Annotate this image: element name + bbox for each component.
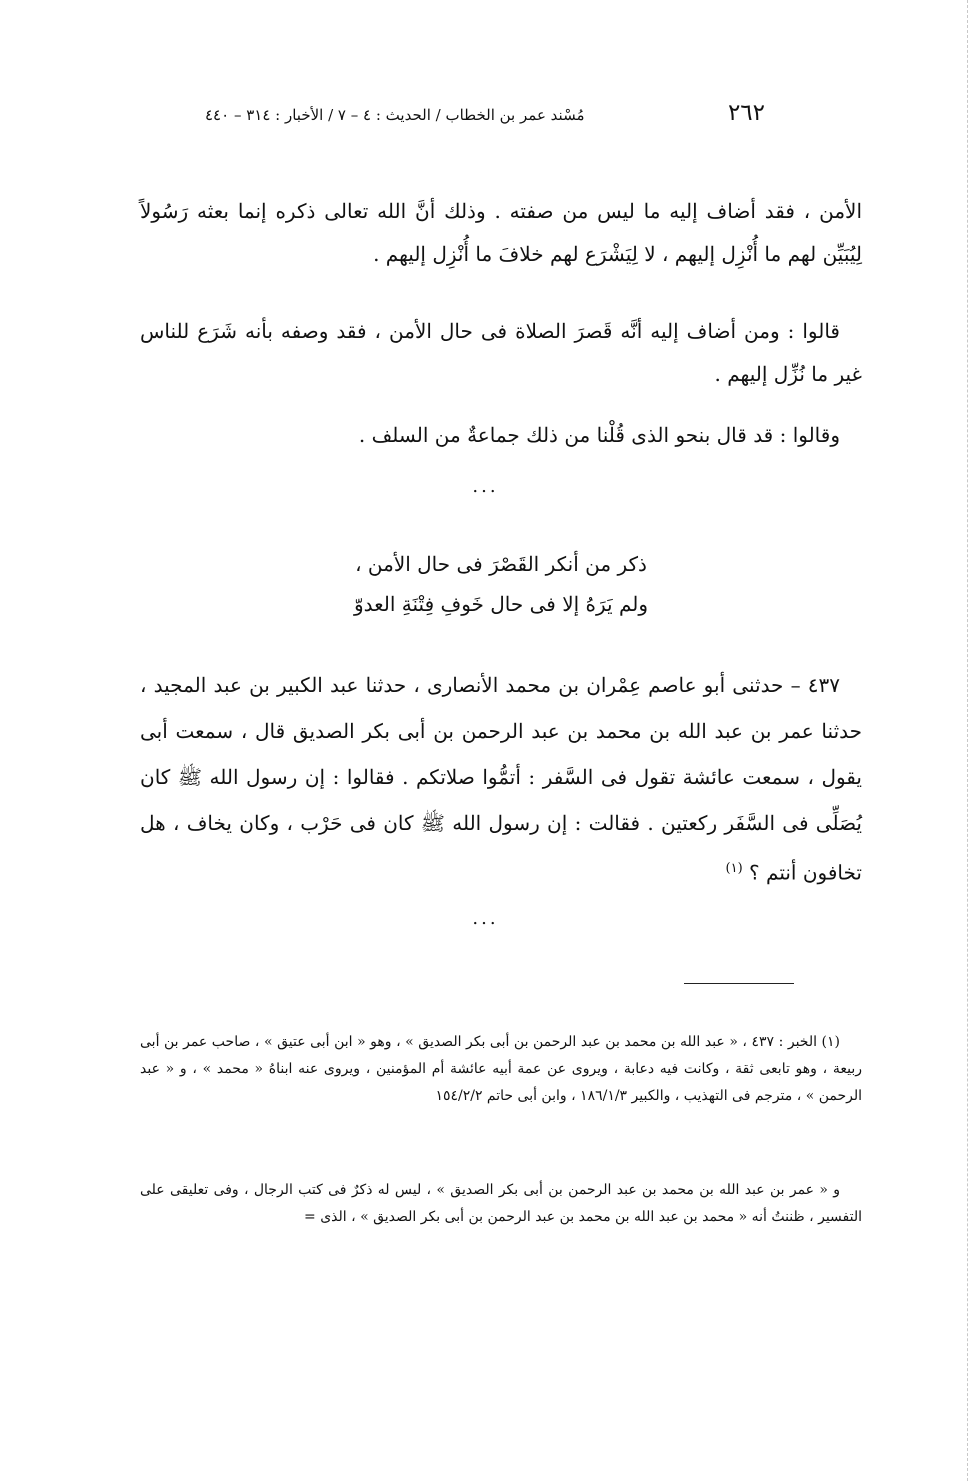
- footnote-marker: (١): [725, 861, 743, 876]
- footnote-divider: [684, 983, 794, 984]
- page-number: ٢٦٢: [727, 100, 765, 126]
- section-separator: ...: [472, 908, 499, 929]
- footnote-2: و « عمر بن عبد الله بن محمد بن عبد الرحمن بن أبى بكر الصديق » ، ليس له ذكرٌ فى كتب الرجال ، وفى تعليقى على التفسير ، ظننتُ أنه « محمد بن عبد الله بن محمد بن عبد الرحمن بن أبى بكر الصديق » ، الذى =: [140, 1182, 862, 1225]
- hadith-437: [140, 662, 862, 896]
- section-heading-line-1: ذكر من أنكر القَصْرَ فى حال الأمن ،: [355, 552, 647, 576]
- footnote-1: (١) الخبر : ٤٣٧ ، « عبد الله بن محمد بن عبد الرحمن بن أبى بكر الصديق » ، وهو « ابن أبى عتيق » ، صاحب عمر بن أبى ربيعة ، وهو تابعى ثقة ، وكانت فيه دعابة ، ويروى عن عمة أبيه عائشة أم المؤمنين ، ويروى عنه ابناهُ « محمد » ، و « عبد الرحمن » ، مترجم فى التهذيب ، والكبير ١٨٦/١/٣ ، وابن أبى حاتم ١٥٤/٢/٢: [140, 1034, 862, 1104]
- paragraph-2: قالوا : ومن أضاف إليه أنَّه قَصرَ الصلاة فى حال الأمن ، فقد وصفه بأنه شَرَع للناس غير ما نُزِّل إليهم .: [140, 319, 862, 386]
- hadith-text: ٤٣٧ – حدثنى أبو عاصم عِمْران بن محمد الأنصارى ، حدثنا عبد الكبير بن عبد المجيد ، حدثنا عمر بن عبد الله بن محمد بن عبد الرحمن بن أبى بكر الصديق قال ، سمعت أبى يقول ، سمعت عائشة تقول فى السَّفر : أتمُّوا صلاتكم . فقالوا : إن رسول الله ﷺ كان يُصَلِّى فى السَّفَر ركعتين . فقالت : إن رسول الله ﷺ كان فى حَرْب ، وكان يخاف ، هل تخافون أنتم ؟: [140, 673, 862, 885]
- running-head: مُسْند عمر بن الخطاب / الحديث : ٤ – ٧ / الأخبار : ٣١٤ – ٤٤٠: [205, 106, 585, 124]
- paragraph-1: الأمن ، فقد أضاف إليه ما ليس من صفته . وذلك أنَّ الله تعالى ذكره إنما بعثه رَسُولاً لِيُبَيِّن لهم ما أُنْزِل إليهم ، لا لِيَشْرَع لهم خلافَ ما أُنْزِل إليهم .: [140, 199, 862, 266]
- page-header: [205, 100, 765, 126]
- scan-edge-line: [967, 0, 971, 1481]
- paragraph-3: وقالوا : قد قال بنحو الذى قُلْنا من ذلك جماعةٌ من السلف .: [358, 423, 840, 447]
- section-heading-line-2: ولم يَرَهُ إلا فى حال خَوفِ فِتْنَةِ العدوّ: [353, 592, 649, 616]
- section-separator: ...: [472, 476, 499, 497]
